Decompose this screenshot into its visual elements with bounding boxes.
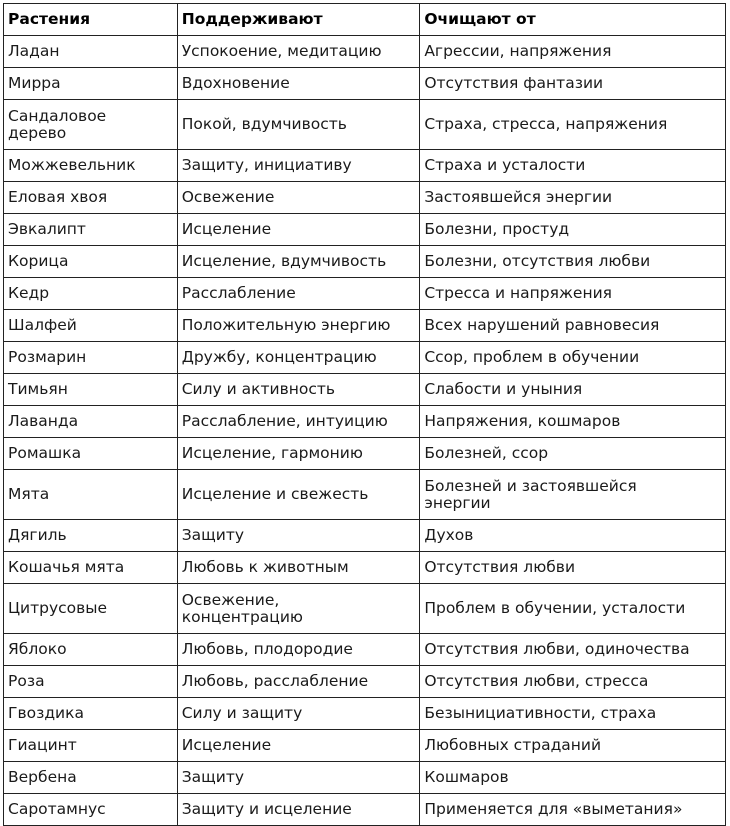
table-row — [4, 438, 726, 470]
cleanses-cell: Агрессии, напряжения — [420, 36, 726, 68]
table-row — [4, 520, 726, 552]
plant-cell: Еловая хвоя — [4, 182, 178, 214]
supports-cell: Вдохновение — [177, 68, 420, 100]
plant-cell: Корица — [4, 246, 178, 278]
table-row — [4, 214, 726, 246]
supports-cell: Силу и активность — [177, 374, 420, 406]
supports-cell: Освежение — [177, 182, 420, 214]
plant-cell: Кошачья мята — [4, 552, 178, 584]
cleanses-cell: Отсутствия любви, стресса — [420, 666, 726, 698]
cleanses-cell: Болезней, ссор — [420, 438, 726, 470]
supports-cell: Защиту — [177, 520, 420, 552]
table-row — [4, 470, 726, 520]
supports-cell: Исцеление — [177, 730, 420, 762]
cleanses-cell: Духов — [420, 520, 726, 552]
plant-cell: Розмарин — [4, 342, 178, 374]
cleanses-cell: Отсутствия любви — [420, 552, 726, 584]
plant-cell: Лаванда — [4, 406, 178, 438]
cleanses-cell: Застоявшейся энергии — [420, 182, 726, 214]
supports-cell — [177, 584, 420, 634]
supports-text: Освежение, концентрацию — [181, 590, 303, 626]
plant-cell: Гиацинт — [4, 730, 178, 762]
plant-cell: Кедр — [4, 278, 178, 310]
supports-cell: Положительную энергию — [177, 310, 420, 342]
table-row — [4, 36, 726, 68]
table-row — [4, 150, 726, 182]
table-row — [4, 278, 726, 310]
supports-cell: Исцеление, вдумчивость — [177, 246, 420, 278]
supports-cell: Расслабление — [177, 278, 420, 310]
plant-cell: Ладан — [4, 36, 178, 68]
supports-cell: Успокоение, медитацию — [177, 36, 420, 68]
plant-cell: Вербена — [4, 762, 178, 794]
plant-cell: Тимьян — [4, 374, 178, 406]
table-row — [4, 100, 726, 150]
supports-cell: Исцеление, гармонию — [177, 438, 420, 470]
table-row — [4, 698, 726, 730]
cleanses-cell: Ссор, проблем в обучении — [420, 342, 726, 374]
cleanses-cell: Проблем в обучении, усталости — [420, 584, 726, 634]
cleanses-cell: Напряжения, кошмаров — [420, 406, 726, 438]
plant-cell: Эвкалипт — [4, 214, 178, 246]
cleanses-cell: Слабости и уныния — [420, 374, 726, 406]
plant-cell: Ромашка — [4, 438, 178, 470]
table-row — [4, 246, 726, 278]
supports-cell: Любовь к животным — [177, 552, 420, 584]
table-row — [4, 68, 726, 100]
plant-cell: Цитрусовые — [4, 584, 178, 634]
supports-cell: Защиту и исцеление — [177, 794, 420, 826]
table-row — [4, 182, 726, 214]
table-row — [4, 310, 726, 342]
cleanses-cell: Отсутствия любви, одиночества — [420, 634, 726, 666]
cleanses-cell: Болезни, простуд — [420, 214, 726, 246]
plant-cell: Мирра — [4, 68, 178, 100]
supports-cell: Исцеление — [177, 214, 420, 246]
supports-cell: Защиту — [177, 762, 420, 794]
plant-cell: Гвоздика — [4, 698, 178, 730]
table-row — [4, 406, 726, 438]
supports-cell: Дружбу, концентрацию — [177, 342, 420, 374]
plant-cell: Яблоко — [4, 634, 178, 666]
cleanses-cell: Любовных страданий — [420, 730, 726, 762]
plant-cell: Мята — [4, 470, 178, 520]
supports-cell: Покой, вдумчивость — [177, 100, 420, 150]
cleanses-text: Болезней и застоявшейся энергии — [424, 476, 637, 512]
cleanses-cell: Отсутствия фантазии — [420, 68, 726, 100]
supports-cell: Расслабление, интуицию — [177, 406, 420, 438]
plant-cell: Роза — [4, 666, 178, 698]
cleanses-cell: Стресса и напряжения — [420, 278, 726, 310]
header-cleanses: Очищают от — [420, 4, 726, 36]
table-row — [4, 730, 726, 762]
table-row — [4, 634, 726, 666]
plants-table — [3, 3, 726, 826]
plant-name: Сандаловое дерево — [8, 106, 107, 142]
cleanses-cell: Болезни, отсутствия любви — [420, 246, 726, 278]
cleanses-cell: Страха, стресса, напряжения — [420, 100, 726, 150]
plant-cell: Дягиль — [4, 520, 178, 552]
plant-cell: Саротамнус — [4, 794, 178, 826]
header-row — [4, 4, 726, 36]
table-row — [4, 342, 726, 374]
cleanses-cell: Всех нарушений равновесия — [420, 310, 726, 342]
supports-cell: Любовь, расслабление — [177, 666, 420, 698]
table-row — [4, 552, 726, 584]
header-supports: Поддерживают — [177, 4, 420, 36]
table-row — [4, 374, 726, 406]
cleanses-cell: Кошмаров — [420, 762, 726, 794]
supports-cell: Любовь, плодородие — [177, 634, 420, 666]
table-row — [4, 666, 726, 698]
plant-cell: Шалфей — [4, 310, 178, 342]
cleanses-cell: Безынициативности, страха — [420, 698, 726, 730]
cleanses-cell: Страха и усталости — [420, 150, 726, 182]
table-row — [4, 794, 726, 826]
plant-cell: Можжевельник — [4, 150, 178, 182]
header-plants: Растения — [4, 4, 178, 36]
supports-cell: Защиту, инициативу — [177, 150, 420, 182]
supports-cell: Исцеление и свежесть — [177, 470, 420, 520]
cleanses-cell: Применяется для «выметания» — [420, 794, 726, 826]
supports-cell: Силу и защиту — [177, 698, 420, 730]
plant-cell — [4, 100, 178, 150]
cleanses-cell — [420, 470, 726, 520]
table-row — [4, 762, 726, 794]
table-row — [4, 584, 726, 634]
